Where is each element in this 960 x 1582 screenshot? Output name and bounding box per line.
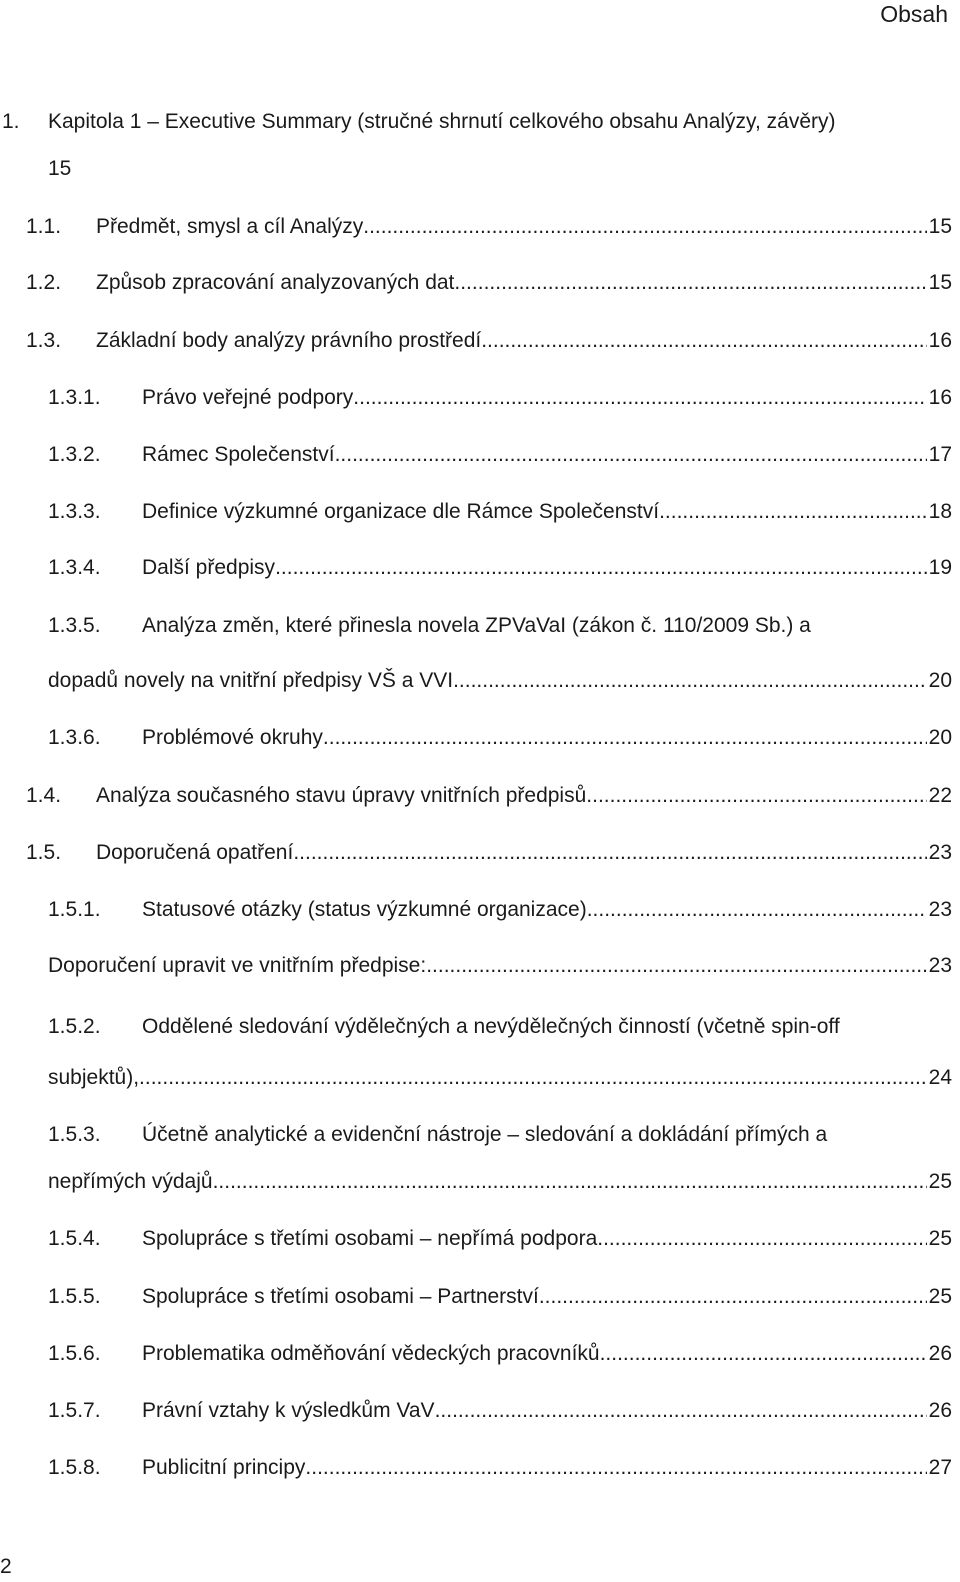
- toc-entry-page: 22: [928, 784, 952, 807]
- toc-entry-number: 1.3.3.: [48, 500, 101, 523]
- toc-entry-title: Další předpisy: [142, 556, 276, 579]
- toc-entry-page: 26: [928, 1342, 952, 1365]
- dot-leader: [293, 838, 926, 868]
- toc-entry[interactable]: [0, 383, 952, 413]
- toc-entry-number: 1.1.: [26, 215, 62, 238]
- toc-entry-title: Doporučená opatření: [96, 841, 294, 864]
- dot-leader: [323, 723, 927, 753]
- toc-entry-title: Analýza současného stavu úpravy vnitřních předpisů: [96, 784, 587, 807]
- toc-entry[interactable]: [0, 1120, 952, 1150]
- toc-entry-page: 23: [928, 954, 952, 977]
- toc-entry[interactable]: [0, 781, 952, 811]
- toc-entry-page: 20: [928, 726, 952, 749]
- toc-entry-title: Právní vztahy k výsledkům VaV: [142, 1399, 435, 1422]
- toc-entry-page: 23: [928, 841, 952, 864]
- dot-leader: [587, 895, 927, 925]
- dot-leader: [586, 781, 926, 811]
- toc-entry-page: 25: [928, 1227, 952, 1250]
- toc-entry-continuation[interactable]: [0, 1167, 952, 1197]
- toc-entry-number: 1.5.8.: [48, 1456, 101, 1479]
- toc-entry-page: 18: [928, 500, 952, 523]
- toc-entry-page: 25: [928, 1285, 952, 1308]
- toc-entry-title-continued: nepřímých výdajů: [48, 1170, 213, 1193]
- toc-entry-page: 15: [48, 157, 72, 180]
- toc-entry-title: Účetně analytické a evidenční nástroje – sledování a dokládání přímých a: [142, 1123, 828, 1146]
- dot-leader: [435, 1396, 927, 1426]
- toc-entry-continuation[interactable]: [0, 1063, 952, 1093]
- toc-entry-number: 1.2.: [26, 271, 62, 294]
- dot-leader: [454, 268, 926, 298]
- toc-entry-number: 1.5.: [26, 841, 62, 864]
- toc-entry[interactable]: [0, 326, 952, 356]
- toc-entry-number: 1.3.2.: [48, 443, 101, 466]
- toc-entry[interactable]: [0, 895, 952, 925]
- toc-entry-number: 1.3.1.: [48, 386, 101, 409]
- toc-entry[interactable]: [0, 951, 952, 981]
- dot-leader: [353, 383, 926, 413]
- toc-entry-number: 1.5.2.: [48, 1015, 101, 1038]
- toc-entry[interactable]: [0, 1012, 952, 1042]
- toc-entry-title: Způsob zpracování analyzovaných dat: [96, 271, 455, 294]
- toc-entry-title: Právo veřejné podpory: [142, 386, 354, 409]
- toc-entry-page: 15: [928, 271, 952, 294]
- toc-entry-number: 1.3.: [26, 329, 62, 352]
- toc-entry-number: 1.5.4.: [48, 1227, 101, 1250]
- toc-entry[interactable]: [0, 268, 952, 298]
- toc-entry[interactable]: [0, 1224, 952, 1254]
- toc-entry[interactable]: [0, 497, 952, 527]
- toc-entry-page: 27: [928, 1456, 952, 1479]
- toc-entry[interactable]: [0, 723, 952, 753]
- dot-leader: [659, 497, 927, 527]
- toc-entry-title: Spolupráce s třetími osobami – nepřímá podpora: [142, 1227, 598, 1250]
- dot-leader: [600, 1339, 927, 1369]
- toc-entry-page: 23: [928, 898, 952, 921]
- dot-leader: [305, 1453, 926, 1483]
- dot-leader: [539, 1282, 927, 1312]
- toc-entry-number: 1.4.: [26, 784, 62, 807]
- toc-entry-title-continued: dopadů novely na vnitřní předpisy VŠ a VVI: [48, 669, 454, 692]
- toc-entry-page: 25: [928, 1170, 952, 1193]
- toc-entry-title: Spolupráce s třetími osobami – Partnerství: [142, 1285, 539, 1308]
- toc-entry[interactable]: [0, 838, 952, 868]
- toc-entry-number: 1.3.5.: [48, 614, 101, 637]
- toc-entry-page-row[interactable]: [0, 154, 952, 184]
- toc-entry[interactable]: [0, 1339, 952, 1369]
- toc-entry-title: Rámec Společenství: [142, 443, 335, 466]
- toc-entry-number: 1.5.7.: [48, 1399, 101, 1422]
- toc-entry-title: Oddělené sledování výdělečných a nevýdělečných činností (včetně spin-off: [142, 1015, 840, 1038]
- toc-entry-title: Předmět, smysl a cíl Analýzy: [96, 215, 364, 238]
- toc-entry-number: 1.3.4.: [48, 556, 101, 579]
- toc-entry-continuation[interactable]: [0, 666, 952, 696]
- dot-leader: [275, 553, 927, 583]
- toc-entry-title: Doporučení upravit ve vnitřním předpise:: [48, 954, 427, 977]
- dot-leader: [597, 1224, 926, 1254]
- toc-entry-number: 1.5.3.: [48, 1123, 101, 1146]
- toc-entry-page: 26: [928, 1399, 952, 1422]
- page-number: 2: [0, 1555, 12, 1578]
- dot-leader: [481, 326, 926, 356]
- toc-entry-number: 1.3.6.: [48, 726, 101, 749]
- toc-entry-title: Základní body analýzy právního prostředí: [96, 329, 482, 352]
- toc-entry-page: 16: [928, 329, 952, 352]
- toc-entry-number: 1.5.5.: [48, 1285, 101, 1308]
- toc-entry-title: Publicitní principy: [142, 1456, 306, 1479]
- toc-entry-page: 15: [928, 215, 952, 238]
- toc-entry-page: 17: [928, 443, 952, 466]
- toc-entry-title: Problémové okruhy: [142, 726, 323, 749]
- toc-entry-title: Statusové otázky (status výzkumné organizace): [142, 898, 587, 921]
- dot-leader: [139, 1063, 927, 1093]
- dot-leader: [426, 951, 926, 981]
- toc-entry[interactable]: [0, 1453, 952, 1483]
- toc-entry[interactable]: [0, 553, 952, 583]
- toc-entry[interactable]: [0, 440, 952, 470]
- dot-leader: [213, 1167, 927, 1197]
- toc-entry[interactable]: [0, 1282, 952, 1312]
- dot-leader: [453, 666, 927, 696]
- toc-entry[interactable]: [0, 107, 952, 137]
- toc-entry-number: 1.: [2, 110, 20, 133]
- toc-entry-title: Kapitola 1 – Executive Summary (stručné shrnutí celkového obsahu Analýzy, závěry): [48, 110, 836, 133]
- toc-entry[interactable]: [0, 212, 952, 242]
- dot-leader: [363, 212, 926, 242]
- toc-entry-page: 19: [928, 556, 952, 579]
- dot-leader: [335, 440, 927, 470]
- toc-entry-number: 1.5.6.: [48, 1342, 101, 1365]
- toc-entry-number: 1.5.1.: [48, 898, 101, 921]
- toc-entry[interactable]: [0, 1396, 952, 1426]
- toc-entry-title-continued: subjektů),: [48, 1066, 140, 1089]
- toc-entry-page: 24: [928, 1066, 952, 1089]
- toc-entry-title: Definice výzkumné organizace dle Rámce Společenství: [142, 500, 660, 523]
- toc-entry-page: 16: [928, 386, 952, 409]
- toc-entry[interactable]: [0, 611, 952, 641]
- toc-entry-title: Problematika odměňování vědeckých pracovníků: [142, 1342, 600, 1365]
- toc-entry-title: Analýza změn, které přinesla novela ZPVaVaI (zákon č. 110/2009 Sb.) a: [142, 614, 811, 637]
- toc-entry-page: 20: [928, 669, 952, 692]
- page-title: Obsah: [880, 1, 948, 27]
